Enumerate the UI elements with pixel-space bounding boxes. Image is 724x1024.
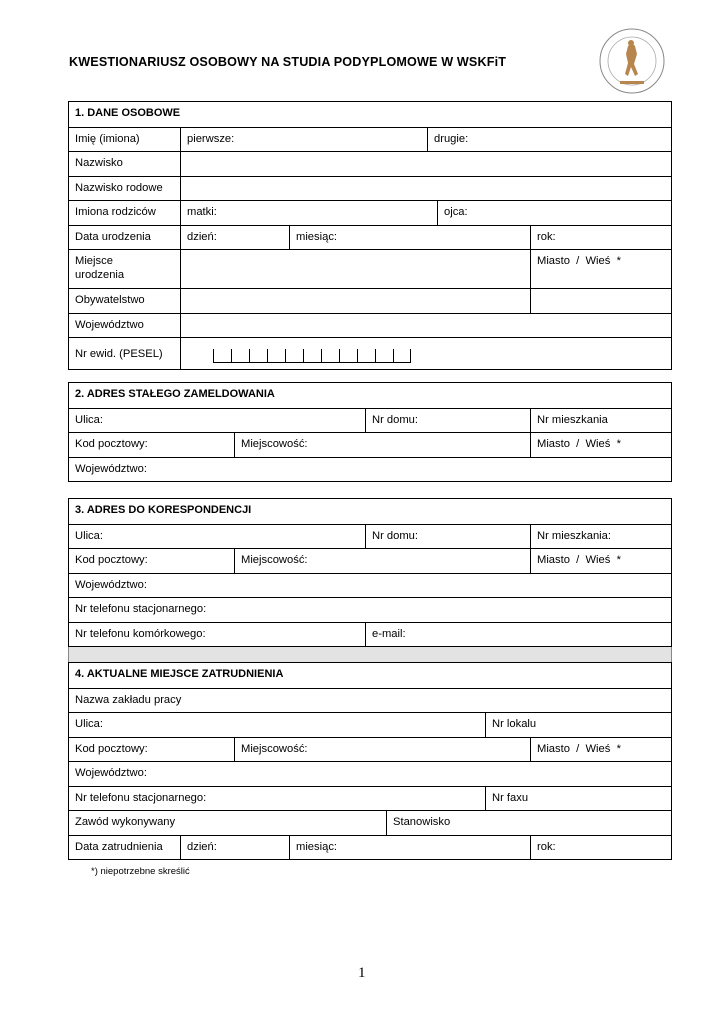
postal-code-field[interactable]: Kod pocztowy: [75,742,148,755]
landline-phone-field[interactable]: Nr telefonu stacjonarnego: [75,603,207,615]
postal-code-field[interactable]: Kod pocztowy: [75,554,148,566]
citizenship-field[interactable] [180,289,530,313]
birth-place-label: Miejsce urodzenia [75,255,125,281]
mother-name-field[interactable]: matki: [180,201,437,225]
second-name-field[interactable]: drugie: [427,128,671,152]
town-village-choice[interactable]: Miasto / Wieś * [530,549,671,573]
apartment-number-field[interactable]: Nr mieszkania: [530,525,671,549]
parents-names-label: Imiona rodziców [75,206,156,218]
street-field[interactable]: Ulica: [75,529,103,542]
birth-month-field[interactable]: miesiąc: [289,226,530,250]
section-correspondence-address [68,498,672,647]
employment-date-label: Data zatrudnienia [75,840,163,853]
father-name-field[interactable]: ojca: [437,201,671,225]
maiden-name-field[interactable] [180,177,671,201]
form-title: KWESTIONARIUSZ OSOBOWY NA STUDIA PODYPLOMOWE W WSKFiT [69,55,507,69]
locality-field[interactable]: Miejscowość: [234,738,530,762]
footnote: *) niepotrzebne skreślić [91,866,190,877]
university-seal-icon [598,26,666,96]
pesel-field[interactable] [180,338,671,369]
section-spacer [68,647,672,662]
voivodeship-label: Województwo [75,318,144,331]
section-4-title: 4. AKTUALNE MIEJSCE ZATRUDNIENIA [75,668,284,680]
house-number-field[interactable]: Nr domu: [365,525,530,549]
apartment-number-field[interactable]: Nr mieszkania [530,409,671,433]
citizenship-extra-field[interactable] [530,289,671,313]
employment-month-field[interactable]: miesiąc: [289,836,530,860]
voivodeship-field[interactable] [180,314,671,338]
surname-label: Nazwisko [75,157,123,169]
street-field[interactable]: Ulica: [75,413,103,426]
birth-place-town-village-choice[interactable]: Miasto / Wieś * [530,250,671,288]
section-current-employment [68,662,672,860]
citizenship-label: Obywatelstwo [75,294,145,306]
profession-field[interactable]: Zawód wykonywany [75,816,176,828]
locality-field[interactable]: Miejscowość: [234,433,530,457]
fax-field[interactable]: Nr faxu [485,787,671,811]
voivodeship-field[interactable]: Województwo: [75,462,147,475]
section-3-title: 3. ADRES DO KORESPONDENCJI [75,504,252,516]
street-field[interactable]: Ulica: [75,718,103,730]
first-name-field[interactable]: pierwsze: [180,128,427,152]
birth-place-field[interactable] [180,250,530,288]
section-2-title: 2. ADRES STAŁEGO ZAMELDOWANIA [75,388,275,400]
first-names-label: Imię (imiona) [75,132,140,145]
birth-day-field[interactable]: dzień: [180,226,289,250]
pesel-label: Nr ewid. (PESEL) [75,348,163,360]
voivodeship-field[interactable]: Województwo: [75,578,147,591]
page-number: 1 [358,965,366,981]
employment-year-field[interactable]: rok: [530,836,671,860]
voivodeship-field[interactable]: Województwo: [75,767,147,779]
section-1-title: 1. DANE OSOBOWE [75,107,181,119]
house-number-field[interactable]: Nr domu: [365,409,530,433]
email-field[interactable]: e-mail: [365,623,671,647]
pesel-digit-boxes[interactable] [213,349,411,363]
unit-number-field[interactable]: Nr lokalu [485,713,671,737]
landline-phone-field[interactable]: Nr telefonu stacjonarnego: [75,791,207,804]
maiden-name-label: Nazwisko rodowe [75,181,163,194]
birth-date-label: Data urodzenia [75,230,151,243]
town-village-choice[interactable]: Miasto / Wieś * [530,433,671,457]
locality-field[interactable]: Miejscowość: [234,549,530,573]
section-personal-data [68,101,672,370]
mobile-phone-field[interactable]: Nr telefonu komórkowego: [75,627,206,640]
employment-day-field[interactable]: dzień: [180,836,289,860]
birth-year-field[interactable]: rok: [530,226,671,250]
position-field[interactable]: Stanowisko [386,811,671,835]
section-permanent-address [68,382,672,482]
postal-code-field[interactable]: Kod pocztowy: [75,438,148,450]
employer-name-field[interactable]: Nazwa zakładu pracy [75,693,182,706]
surname-field[interactable] [180,152,671,176]
town-village-choice[interactable]: Miasto / Wieś * [530,738,671,762]
